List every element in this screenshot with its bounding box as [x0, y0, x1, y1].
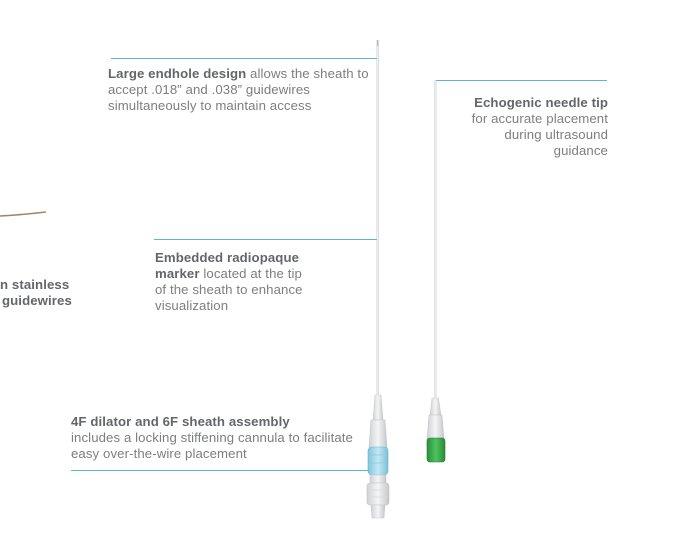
cap-hub [367, 483, 389, 505]
needle-tip-callout [452, 95, 608, 159]
blue-locking-hub [368, 447, 388, 475]
endhole-leader-line [111, 58, 377, 59]
needle-tip-callout-title: Echogenic needle tip [474, 95, 608, 110]
needle-tip-callout-body: for accurate placement during ultrasound guidance [471, 111, 608, 158]
marker-callout-title-line1: Embedded radiopaque [155, 250, 300, 265]
guidewire-callout-line2: guidewires [2, 293, 72, 308]
needle-hub-clear [427, 415, 444, 440]
dilator-shaft [376, 40, 378, 410]
assembly-callout-title: 4F dilator and 6F sheath assembly [71, 414, 290, 429]
marker-callout-body-inline: located at the tip [199, 266, 302, 281]
guidewire-fragment [0, 212, 46, 216]
endhole-callout [108, 66, 374, 114]
endhole-callout-title: Large endhole design [108, 66, 247, 81]
assembly-leader-line [71, 470, 369, 471]
marker-callout [155, 250, 335, 314]
guidewire-callout-line1: n stainless [0, 277, 70, 292]
assembly-callout [71, 414, 356, 462]
sheath-hub [369, 420, 387, 448]
endhole-callout-body: sheath to accept .018” and .038” guidewires simultaneously to maintain access [108, 66, 369, 113]
marker-leader-line [154, 239, 377, 240]
marker-callout-body: of the sheath to enhance visualization [155, 282, 303, 313]
needle-assembly [427, 80, 445, 462]
sheath-taper [373, 395, 383, 420]
needle-shaft [434, 80, 436, 400]
green-needle-hub [427, 438, 445, 462]
guidewire-callout-partial [0, 277, 90, 309]
needle-tip-leader-line [436, 80, 607, 81]
marker-callout-title-line2: marker [155, 266, 200, 281]
endhole-callout-body-inline: allows the [246, 66, 310, 81]
assembly-callout-body: includes a locking stiffening cannula to facilitate easy over-the-wire placement [71, 430, 353, 461]
